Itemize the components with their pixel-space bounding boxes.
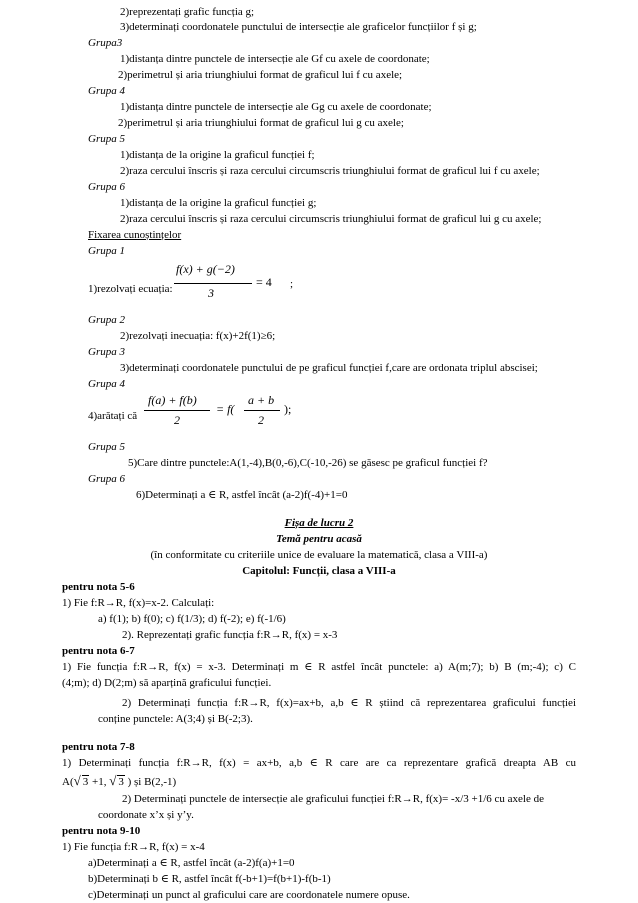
- group-heading: Grupa 6: [88, 473, 125, 485]
- fraction-bar: [244, 410, 280, 411]
- point-a-mid: +1,: [89, 776, 107, 788]
- fraction-bar: [144, 410, 210, 411]
- grade-heading: pentru nota 6-7: [62, 645, 135, 657]
- sqrt-icon: √: [73, 773, 81, 788]
- task-line: 6)Determinați a ∈ R, astfel încât (a-2)f(-4)+1=0: [136, 489, 348, 501]
- group-heading: Grupa 6: [88, 181, 125, 193]
- fraction-numerator: f(a) + f(b): [148, 393, 197, 407]
- task-line: 2)perimetrul și aria triunghiului format de graficul lui g cu axele;: [118, 117, 404, 129]
- task-line: 1)distanța de la origine la graficul funcției f;: [120, 149, 315, 161]
- exercise-line: b)Determinați b ∈ R, astfel încât f(-b+1)=f(b+1)-f(b-1): [88, 873, 331, 885]
- point-a-open: A(: [62, 776, 74, 788]
- task-line: 2)perimetrul și aria triunghiului format de graficul lui f cu axele;: [118, 69, 403, 81]
- task-line: 1)distanța dintre punctele de intersecție ale Gf cu axele de coordonate;: [120, 53, 430, 65]
- fraction-denominator: 3: [208, 286, 214, 300]
- group-heading: Grupa 4: [88, 85, 125, 97]
- exercise-line: 2) Determinați punctele de intersecție ale graficului funcției f:R→R, f(x)= -x/3 +1/6 cu axele de: [122, 793, 544, 805]
- worksheet-subtitle: Temă pentru acasă: [276, 533, 362, 545]
- task-line: 3)determinați coordonatele punctului de intersecție ale graficelor funcțiilor f și g;: [120, 21, 477, 33]
- exercise-line: [62, 775, 176, 788]
- section-heading: Fixarea cunoștințelor: [88, 229, 182, 241]
- fraction-denominator: 2: [174, 413, 180, 427]
- sqrt-radicand: 3: [82, 776, 89, 788]
- group-heading: Grupa 5: [88, 441, 125, 453]
- equation-rhs: = 4: [256, 275, 272, 289]
- exercise-line: (4;m); d) D(2;m) să aparțină graficului funcției.: [62, 677, 272, 689]
- task-line: 1)distanța de la origine la graficul funcției g;: [120, 197, 317, 209]
- group-heading: Grupa3: [88, 37, 123, 49]
- group-heading: Grupa 5: [88, 133, 125, 145]
- task-line: 2)reprezentați grafic funcția g;: [120, 6, 255, 18]
- exercise-line: a)Determinați a ∈ R, astfel încât (a-2)f(a)+1=0: [88, 857, 295, 869]
- task-line: 1)distanța dintre punctele de intersecție ale Gg cu axele de coordonate;: [120, 101, 432, 113]
- fraction-numerator: a + b: [248, 393, 275, 407]
- equation-end: );: [284, 402, 292, 416]
- exercise-line: 1) Fie funcția f:R→R, f(x) = x-4: [62, 841, 205, 853]
- chapter-title: Capitolul: Funcții, clasa a VIII-a: [242, 565, 396, 577]
- exercise-line: 1) Fie funcția f:R→R, f(x) = x-3. Determinați m ∈ R astfel încât punctele: a) A(m;7); b) B (m;-4); c) C: [62, 661, 576, 673]
- exercise-line: coordonate x’x și y’y.: [98, 809, 194, 821]
- task-line: 4)arătați că: [88, 410, 138, 422]
- sqrt-icon: √: [109, 773, 117, 788]
- task-line: 5)Care dintre punctele:A(1,-4),B(0,-6),C(-10,-26) se găsesc pe graficul funcției f?: [128, 457, 488, 469]
- exercise-line: 1) Fie f:R→R, f(x)=x-2. Calculați:: [62, 597, 215, 609]
- exercise-line: 2). Reprezentați grafic funcția f:R→R, f(x) = x-3: [122, 629, 338, 641]
- grade-heading: pentru nota 9-10: [62, 825, 141, 837]
- group-heading: Grupa 2: [88, 314, 125, 326]
- equation-end: ;: [290, 278, 294, 290]
- exercise-line: a) f(1); b) f(0); c) f(1/3); d) f(-2); e) f(-1/6): [98, 613, 286, 625]
- group-heading: Grupa 3: [88, 346, 125, 358]
- group-heading: Grupa 4: [88, 378, 125, 390]
- fraction-numerator: f(x) + g(−2): [176, 262, 235, 276]
- exercise-line: c)Determinați un punct al graficului care are coordonatele numere opuse.: [88, 889, 410, 901]
- exercise-line: 1) Determinați funcția f:R→R, f(x) = ax+b, a,b ∈ R care are ca reprezentare grafică dreapta AB cu: [62, 757, 576, 769]
- fraction-denominator: 2: [258, 413, 264, 427]
- task-line: 3)determinați coordonatele punctului de pe graficul funcției f,care are ordonata triplul abscisei;: [120, 362, 538, 374]
- task-line: 2)rezolvați inecuația: f(x)+2f(1)≥6;: [120, 330, 276, 342]
- equation-middle: = f(: [216, 402, 235, 416]
- task-line: 1)rezolvați ecuația:: [88, 283, 173, 295]
- point-a-close: ) și B(2,-1): [124, 776, 177, 788]
- grade-heading: pentru nota 7-8: [62, 741, 135, 753]
- fraction-bar: [174, 283, 252, 284]
- task-line: 2)raza cercului înscris și raza cercului circumscris triunghiului format de graficul lui f cu axele;: [120, 165, 540, 177]
- worksheet-note: (în conformitate cu criteriile unice de evaluare la matematică, clasa a VIII-a): [150, 549, 488, 561]
- group-heading: Grupa 1: [88, 245, 125, 257]
- exercise-line: conține punctele: A(3;4) și B(-2;3).: [98, 713, 253, 725]
- exercise-line: 2) Determinați funcția f:R→R, f(x)=ax+b, a,b ∈ R știind că reprezentarea graficului funcției: [122, 697, 576, 709]
- grade-heading: pentru nota 5-6: [62, 581, 135, 593]
- worksheet-title: Fișa de lucru 2: [284, 517, 354, 529]
- sqrt-radicand: 3: [118, 776, 124, 788]
- task-line: 2)raza cercului înscris și raza cercului circumscris triunghiului format de graficul lui g cu axele;: [120, 213, 542, 225]
